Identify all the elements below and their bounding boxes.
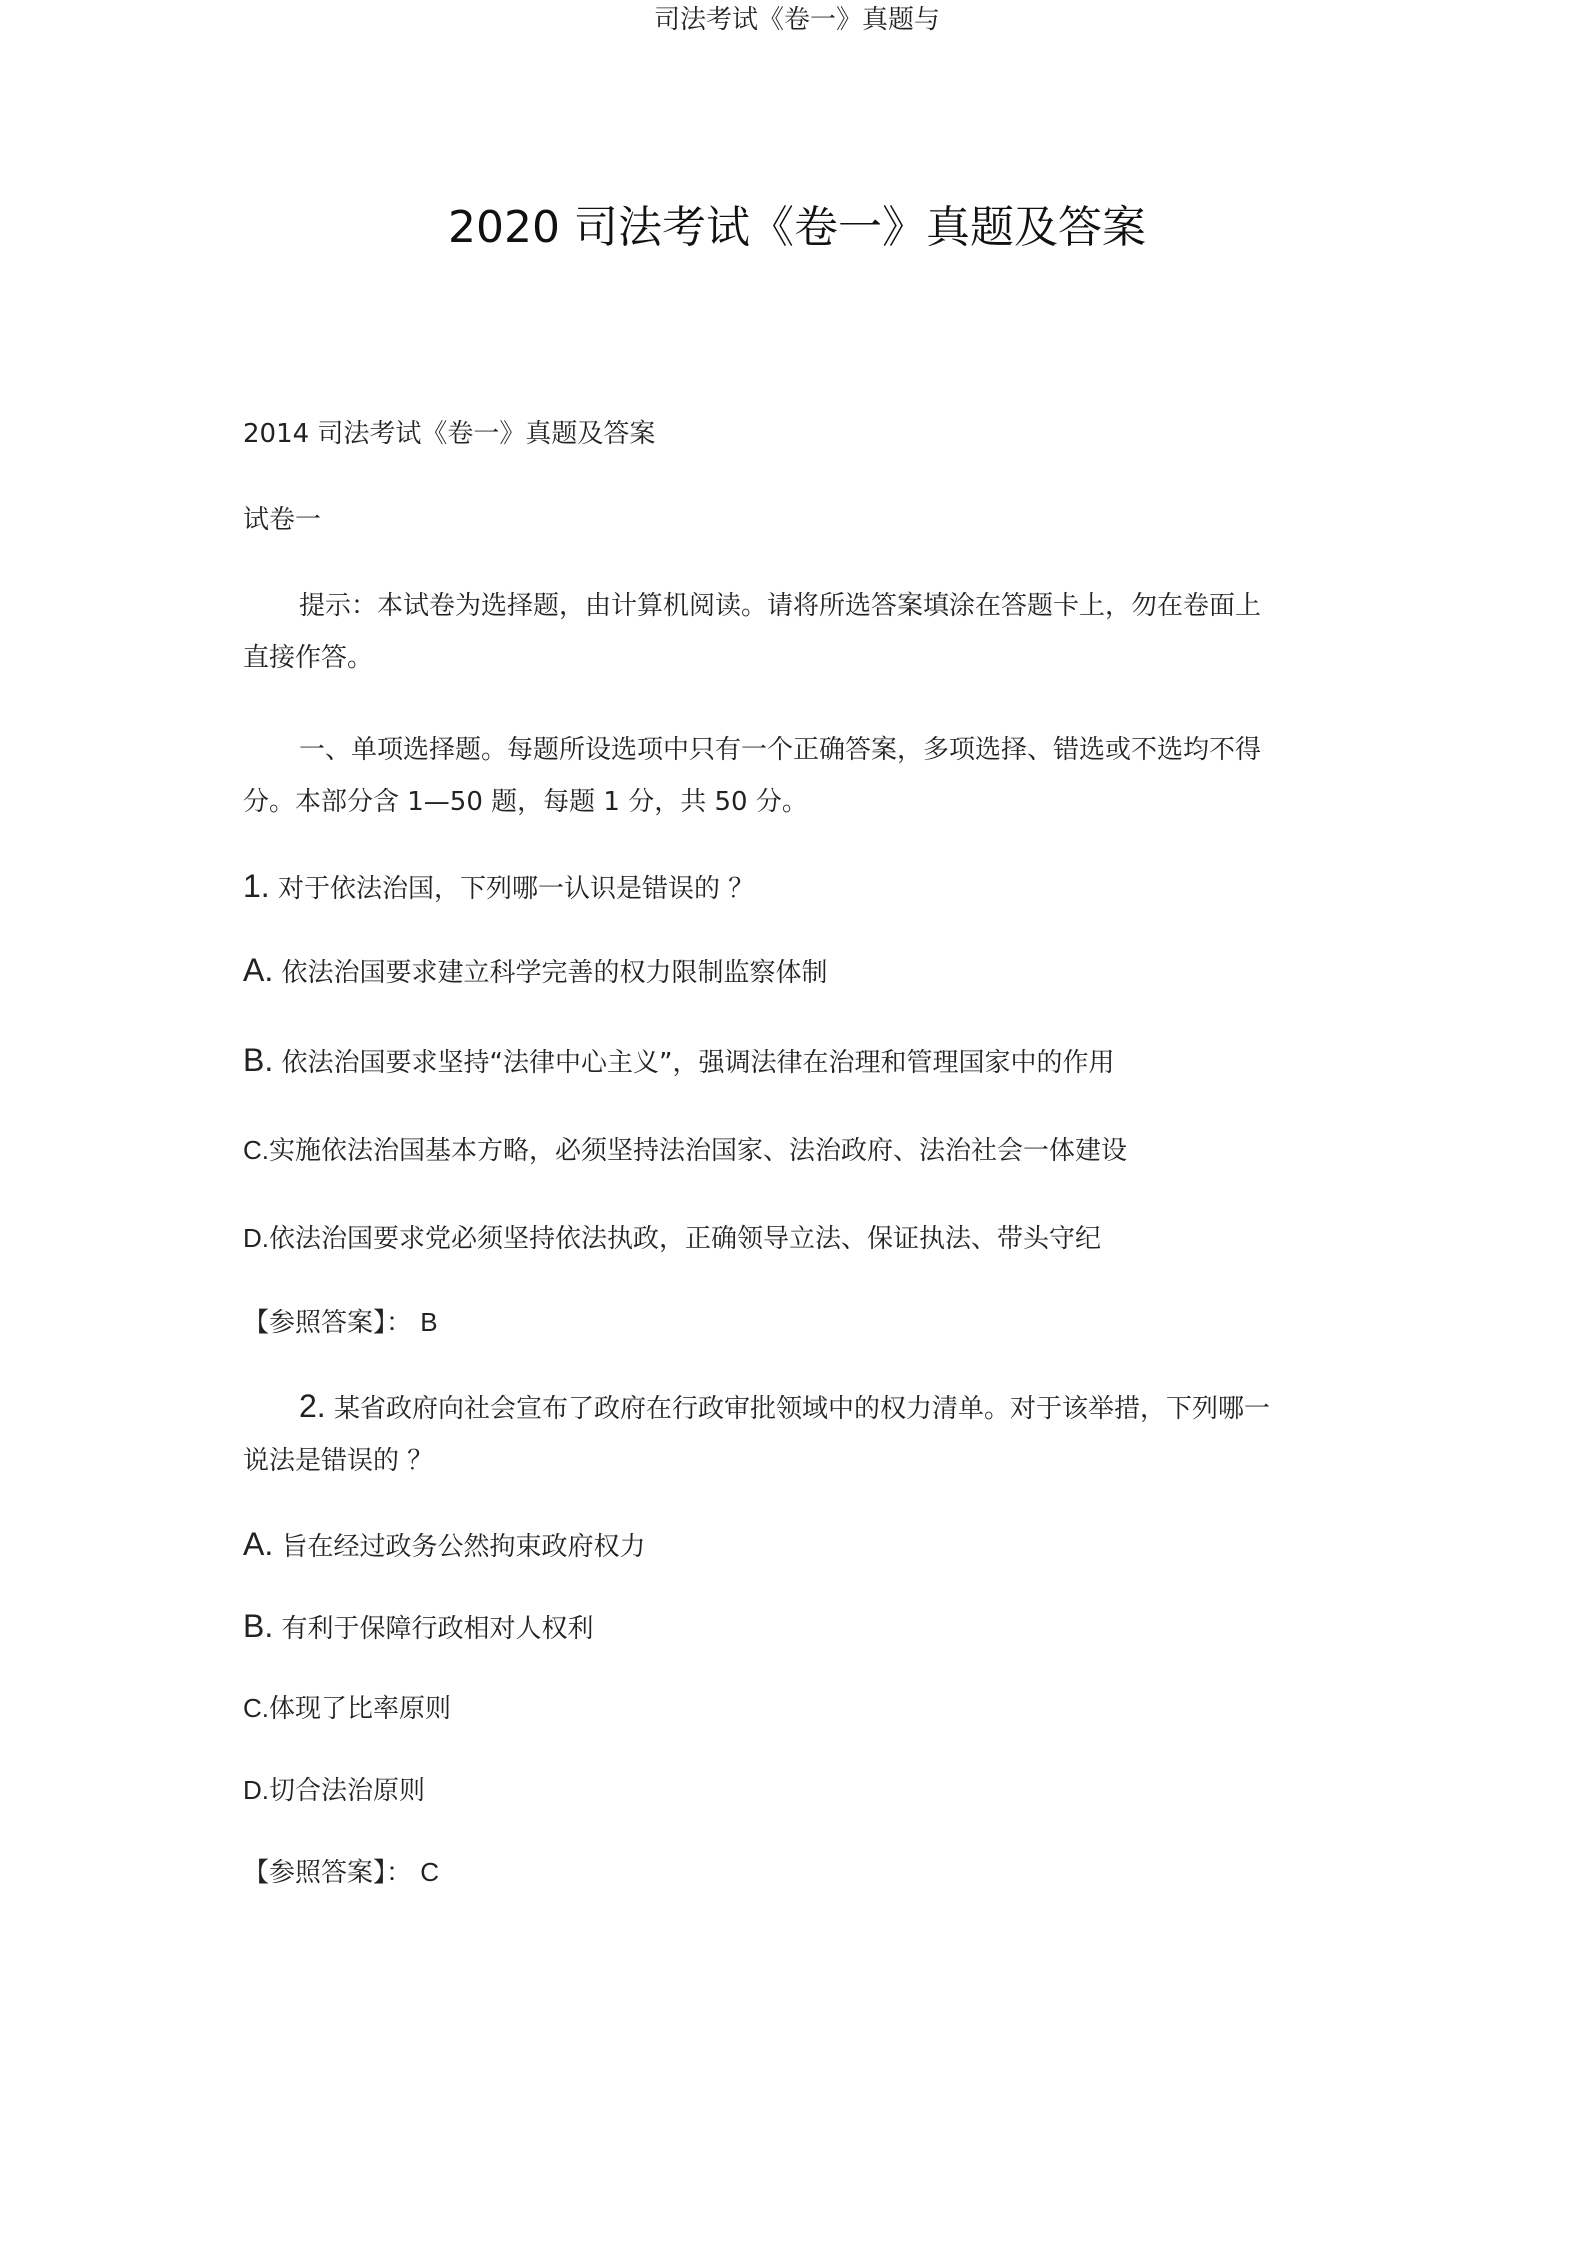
document-subtitle: 2014 司法考试《卷一》真题及答案: [243, 419, 656, 449]
option-text: 体现了比率原则: [269, 1694, 452, 1724]
question-2-answer: [243, 1846, 1283, 1899]
option-text: 实施依法治国基本方略，必须坚持法治国家、法治政府、法治社会一体建设: [269, 1136, 1128, 1166]
question-2-option-b: [243, 1600, 1283, 1655]
question-number: 2.: [299, 1388, 326, 1424]
running-header: 司法考试《卷一》真题与: [653, 5, 940, 35]
option-text: 有利于保障行政相对人权利: [281, 1614, 594, 1644]
answer-value: C: [420, 1857, 440, 1887]
question-2-option-c: [243, 1682, 1283, 1735]
question-number: 1.: [243, 868, 270, 904]
question-1-option-b: [243, 1034, 1283, 1089]
option-letter: D.: [243, 1223, 269, 1253]
answer-label: 【参照答案】：: [243, 1308, 413, 1338]
notice-paragraph: 提示：本试卷为选择题，由计算机阅读。请将所选答案填涂在答题卡上，勿在卷面上直接作答。: [243, 591, 1262, 673]
option-text: 依法治国要求建立科学完善的权力限制监察体制: [281, 958, 828, 988]
answer-label: 【参照答案】：: [243, 1858, 413, 1888]
option-text: 依法治国要求坚持“法律中心主义”，强调法律在治理和管理国家中的作用: [281, 1048, 1115, 1078]
answer-value: B: [420, 1307, 438, 1337]
question-2-option-d: [243, 1764, 1283, 1817]
option-letter: D.: [243, 1775, 269, 1805]
option-letter: B.: [243, 1042, 274, 1078]
option-letter: A.: [243, 952, 274, 988]
question-1-answer: [243, 1296, 1283, 1349]
document-title: 2020 司法考试《卷一》真题及答案: [448, 202, 1146, 253]
question-1-option-d: [243, 1212, 1283, 1265]
section-intro: 一、单项选择题。每题所设选项中只有一个正确答案，多项选择、错选或不选均不得分。本部分含 1—50 题，每题 1 分，共 50 分。: [243, 735, 1262, 817]
question-text: 某省政府向社会宣布了政府在行政审批领域中的权力清单。对于该举措，下列哪一说法是错误的 ？: [243, 1394, 1270, 1476]
paper-label: 试卷一: [243, 505, 322, 535]
option-text: 依法治国要求党必须坚持依法执政，正确领导立法、保证执法、带头守纪: [269, 1224, 1102, 1254]
option-letter: A.: [243, 1526, 274, 1562]
question-2-stem: [243, 1380, 1283, 1487]
question-text: 对于依法治国，下列哪一认识是错误的 ？: [277, 874, 755, 904]
question-2-option-a: [243, 1518, 1283, 1573]
option-letter: B.: [243, 1608, 274, 1644]
option-text: 切合法治原则: [269, 1776, 426, 1806]
question-1-option-c: [243, 1124, 1283, 1177]
option-letter: C.: [243, 1135, 269, 1165]
option-letter: C.: [243, 1693, 269, 1723]
option-text: 旨在经过政务公然拘束政府权力: [281, 1532, 646, 1562]
question-1-option-a: [243, 944, 1283, 999]
question-1-stem: [243, 860, 1283, 915]
